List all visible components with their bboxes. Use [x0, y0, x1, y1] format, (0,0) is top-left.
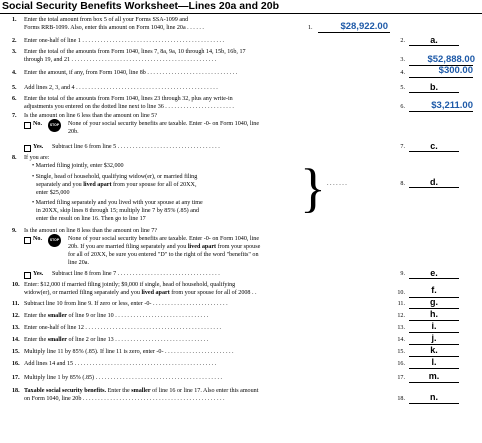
line-9-field[interactable] [409, 269, 459, 279]
line-15-text: Multiply line 11 by 85% (.85). If line 11 is zero, enter -0- . . . . . . . . . . . . . . . . . . . . . . . [24, 349, 234, 355]
line-10-number: 10. [12, 282, 20, 288]
line-11-text: Subtract line 10 from line 9. If zero or less, enter -0- . . . . . . . . . . . . . . . . . . . . . . . . . [24, 301, 228, 307]
line-6-field[interactable] [409, 102, 473, 112]
line-12-text: Enter the smaller of line 9 or line 10 . . . . . . . . . . . . . . . . . . . . . . . . . . . . . . . [24, 313, 209, 319]
line-7-number: 7. [12, 113, 17, 119]
line-12-answer[interactable]: h. [430, 309, 438, 319]
line-1-amount[interactable]: $28,922.00 [340, 21, 388, 32]
line-18-answer[interactable]: n. [430, 392, 438, 402]
line-11-field[interactable] [409, 299, 459, 309]
line-7-no-label: No. [33, 121, 42, 127]
line-13-number: 13. [12, 325, 20, 331]
line-9-no-text-3: for all of 20XX, be sure you entered "D" to the right of the word "benefits" on [68, 252, 259, 258]
line-10-text-2: widow(er), or married filing separately and you lived apart from your spouse for all of 2008 . . [24, 290, 257, 296]
line-8-ref: 8. [400, 181, 405, 187]
line-16-answer[interactable]: l. [431, 357, 437, 367]
line-15-number: 15. [12, 349, 20, 355]
line-9-yes-label: Yes. [33, 271, 44, 277]
line-5-number: 5. [12, 85, 17, 91]
line-17-number: 17. [12, 375, 20, 381]
line-7-answer[interactable]: c. [430, 141, 438, 151]
line-8-bullet-3-line-2: in 20XX, skip lines 8 through 15; multiply line 7 by 85% (.85) and [36, 208, 199, 214]
line-3-text: Enter the total of the amounts from Form 1040, lines 7, 8a, 9a, 10 through 14, 15b, 16b, 17 [24, 49, 246, 55]
line-12-ref: 12. [397, 313, 405, 319]
line-1-text-2: Forms RRB-1099. Also, enter this amount on Form 1040, line 20a . . . . . . [24, 25, 204, 31]
line-9-stop-icon: STOP [48, 234, 61, 247]
line-9-answer[interactable]: e. [430, 268, 438, 278]
line-9-yes-checkbox[interactable] [24, 272, 31, 279]
line-18-text-2: on Form 1040, line 20b . . . . . . . . . . . . . . . . . . . . . . . . . . . . . . . . . . . . . . . . . . . . . . . [24, 396, 225, 402]
line-17-answer[interactable]: m. [428, 371, 440, 381]
line-9-number: 9. [12, 228, 17, 234]
line-7-question: Is the amount on line 6 less than the amount on line 5? [24, 113, 158, 119]
line-13-text: Enter one-half of line 12 . . . . . . . . . . . . . . . . . . . . . . . . . . . . . . . . . . . . . . . . . . . . . [24, 325, 222, 331]
line-6-text: Enter the total of the amounts from Form 1040, lines 23 through 32, plus any write-in [24, 96, 233, 102]
line-2-number: 2. [12, 38, 17, 44]
line-9-no-text: None of your social security benefits are taxable. Enter -0- on Form 1040, line [68, 236, 260, 242]
line-4-field[interactable] [409, 65, 473, 78]
line-18-text: Taxable social security benefits. Enter the smaller of line 16 or line 17. Also enter this amount [24, 388, 259, 394]
line-7-yes-checkbox[interactable] [24, 145, 31, 152]
line-12-field[interactable] [409, 311, 459, 321]
line-7-no-text: None of your social security benefits are taxable. Enter -0- on Form 1040, line [68, 121, 260, 127]
line-16-field[interactable] [409, 359, 459, 369]
line-9-question: Is the amount on line 8 less than the amount on line 7? [24, 228, 158, 234]
line-18-field[interactable] [409, 394, 459, 404]
line-14-field[interactable] [409, 335, 459, 345]
line-12-number: 12. [12, 313, 20, 319]
line-14-ref: 14. [397, 337, 405, 343]
line-2-text: Enter one-half of line 1 . . . . . . . . . . . . . . . . . . . . . . . . . . . . . . . . . . . . . . . . . . . . . . . [24, 38, 225, 44]
line-1-ref: 1. [308, 25, 313, 31]
line-8-bullet-2: • Single, head of household, qualifying widow(er), or married filing [32, 174, 198, 180]
line-18-number: 18. [12, 388, 20, 394]
line-9-yes-text: Subtract line 8 from line 7 . . . . . . . . . . . . . . . . . . . . . . . . . . . . . . . . . . [52, 271, 220, 277]
line-8-intro: If you are: [24, 155, 50, 161]
line-8-dots: . . . . . . . [327, 181, 347, 187]
line-4-amount[interactable]: $300.00 [438, 65, 473, 76]
line-9-ref: 9. [400, 271, 405, 277]
line-3-ref: 3. [400, 57, 405, 63]
line-8-bullet-2-line-3: enter $25,000 [36, 190, 70, 196]
line-7-field[interactable] [409, 142, 459, 152]
line-15-ref: 15. [397, 349, 405, 355]
line-8-bullet-3: • Married filing separately and you lived with your spouse at any time [32, 200, 203, 206]
line-5-answer[interactable]: b. [430, 82, 438, 92]
line-17-ref: 17. [397, 375, 405, 381]
line-13-field[interactable] [409, 323, 459, 333]
line-17-field[interactable] [409, 373, 459, 383]
line-3-number: 3. [12, 49, 17, 55]
line-14-number: 14. [12, 337, 20, 343]
line-8-bullet-3-line-3: enter the result on line 16. Then go to line 17 [36, 216, 146, 222]
line-5-field[interactable] [409, 83, 459, 93]
line-11-ref: 11. [397, 301, 405, 307]
line-7-yes-label: Yes. [33, 144, 44, 150]
line-4-ref: 4. [400, 70, 405, 76]
line-17-text: Multiply line 1 by 85% (.85) . . . . . . . . . . . . . . . . . . . . . . . . . . . . . . . . . . . . . . . . . . [24, 375, 223, 381]
line-9-no-label: No. [33, 236, 42, 242]
line-1-number: 1. [12, 17, 17, 23]
line-16-number: 16. [12, 361, 20, 367]
line-8-answer[interactable]: d. [430, 177, 438, 187]
line-9-no-text-4: line 20a. [68, 260, 89, 266]
line-9-no-text-2: 20b. If you are married filing separately and you lived apart from your spouse [68, 244, 261, 250]
line-1-field[interactable] [318, 23, 390, 33]
line-7-yes-text: Subtract line 6 from line 5 . . . . . . . . . . . . . . . . . . . . . . . . . . . . . . . . . . [52, 144, 220, 150]
line-10-ref: 10. [397, 290, 405, 296]
line-5-text: Add lines 2, 3, and 4 . . . . . . . . . . . . . . . . . . . . . . . . . . . . . . . . . . . . . . . . . . . . . . . [24, 85, 218, 91]
line-16-text: Add lines 14 and 15 . . . . . . . . . . . . . . . . . . . . . . . . . . . . . . . . . . . . . . . . . . . . . . . [24, 361, 217, 367]
line-7-ref: 7. [400, 144, 405, 150]
line-6-text-2: adjustments you entered on the dotted line next to line 36 . . . . . . . . . . . . . . . . . . . . . . . [24, 104, 234, 110]
line-11-answer[interactable]: g. [430, 297, 438, 307]
line-6-number: 6. [12, 96, 17, 102]
line-5-ref: 5. [400, 85, 405, 91]
line-8-brace: } [300, 158, 326, 218]
line-4-number: 4. [12, 70, 17, 76]
line-13-answer[interactable]: i. [431, 321, 437, 331]
title-rule [0, 13, 482, 14]
line-13-ref: 13. [397, 325, 405, 331]
line-6-amount[interactable]: $3,211.00 [431, 100, 473, 111]
worksheet-title: Social Security Benefits Worksheet—Lines 20a and 20b [2, 0, 279, 12]
line-8-bullet-2-line-2: separately and you lived apart from your spouse for all of 20XX, [36, 182, 197, 188]
line-8-field[interactable] [409, 178, 459, 188]
line-8-bullet-1: • Married filing jointly, enter $32,000 [32, 163, 124, 169]
line-7-no-checkbox[interactable] [24, 122, 31, 129]
line-15-answer[interactable]: k. [430, 345, 438, 355]
line-3-text-2: through 19, and 21 . . . . . . . . . . . . . . . . . . . . . . . . . . . . . . . . . . . . . . . . . . . . . . . . [24, 57, 217, 63]
line-11-number: 11. [12, 301, 20, 307]
line-6-ref: 6. [400, 104, 405, 110]
line-7-stop-icon: STOP [48, 119, 61, 132]
line-2-ref: 2. [400, 38, 405, 44]
line-18-ref: 18. [397, 396, 405, 402]
line-4-text: Enter the amount, if any, from Form 1040, line 8b . . . . . . . . . . . . . . . . . . . . . . . . . . . . . . [24, 70, 238, 76]
line-1-text: Enter the total amount from box 5 of all your Forms SSA-1099 and [24, 17, 189, 23]
line-14-text: Enter the smaller of line 2 or line 13 . . . . . . . . . . . . . . . . . . . . . . . . . . . . . . . [24, 337, 209, 343]
line-9-no-checkbox[interactable] [24, 237, 31, 244]
line-14-answer[interactable]: j. [431, 333, 437, 343]
line-10-text: Enter: $12,000 if married filing jointly; $9,000 if single, head of household, qualifying [24, 282, 236, 288]
line-3-amount[interactable]: $52,888.00 [427, 54, 475, 65]
line-10-answer[interactable]: f. [431, 285, 437, 295]
line-15-field[interactable] [409, 347, 459, 357]
line-2-field[interactable] [409, 36, 459, 46]
line-8-number: 8. [12, 155, 17, 161]
line-16-ref: 16. [397, 361, 405, 367]
line-7-no-text-2: 20b. [68, 129, 79, 135]
line-2-answer[interactable]: a. [430, 35, 438, 45]
